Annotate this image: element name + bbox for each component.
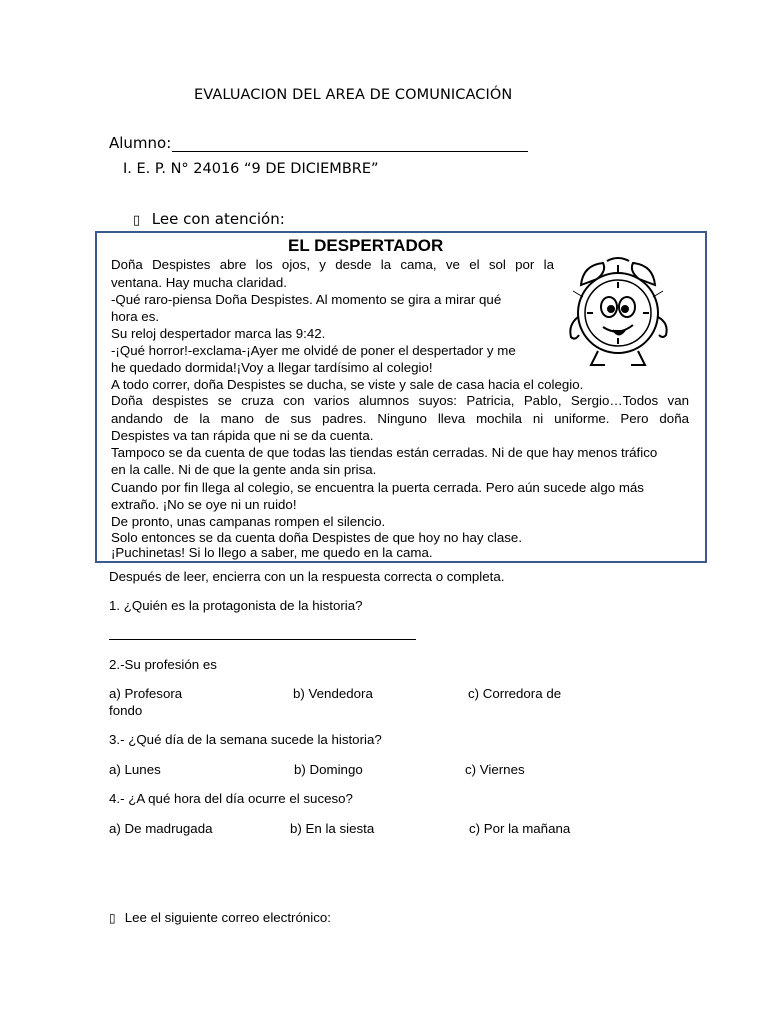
story-line: ventana. Hay mucha claridad. [111,275,287,290]
story-line: he quedado dormida!¡Voy a llegar tardísimo al colegio! [111,360,433,375]
question-3: 3.- ¿Qué día de la semana sucede la historia? [109,732,382,747]
question-2-option-a: a) Profesora [109,686,183,701]
question-2: 2.-Su profesión es [109,657,217,672]
story-line: Cuando por fin llega al colegio, se encuentra la puerta cerrada. Pero aún sucede algo más [111,480,644,495]
question-2-option-c: c) Corredora de [468,686,562,701]
bullet-box-icon: ▯ [133,213,141,228]
question-2-option-b: b) Vendedora [293,686,373,701]
story-line: Doña Despistes abre los ojos, y desde la cama, ve el sol por la [111,257,554,272]
story-line: hora es. [111,309,160,324]
email-instruction-text: Lee el siguiente correo electrónico: [124,910,331,925]
bullet-box-icon: ▯ [109,911,116,925]
question-3-option-a: a) Lunes [109,762,161,777]
question-4-option-b: b) En la siesta [290,821,375,836]
read-instruction-text: Lee con atención: [151,210,285,228]
story-title: EL DESPERTADOR [288,236,444,255]
question-4-option-c: c) Por la mañana [469,821,571,836]
page-title: EVALUACION DEL AREA DE COMUNICACIÓN [194,87,513,103]
questions-intro: Después de leer, encierra con un la respuesta correcta o completa. [109,569,505,584]
story-line: Solo entonces se da cuenta doña Despistes de que hoy no hay clase. [111,530,523,545]
question-4: 4.- ¿A qué hora del día ocurre el suceso? [109,791,353,806]
story-line: en la calle. Ni de que la gente anda sin prisa. [111,462,377,477]
question-3-option-c: c) Viernes [465,762,525,777]
story-line: Despistes va tan rápida que ni se da cuenta. [111,428,374,443]
story-line: Tampoco se da cuenta de que todas las tiendas están cerradas. Ni de que hay menos tráfico [111,445,658,460]
read-instruction [133,210,285,228]
student-name-field [109,134,528,152]
story-line: -Qué raro-piensa Doña Despistes. Al momento se gira a mirar qué [111,292,502,307]
story-line: De pronto, unas campanas rompen el silencio. [111,514,386,529]
question-4-option-a: a) De madrugada [109,821,213,836]
school-name: I. E. P. N° 24016 “9 DE DICIEMBRE” [123,161,379,177]
email-instruction [109,910,331,925]
story-line: extraño. ¡No se oye ni un ruido! [111,497,297,512]
alarm-clock-icon [563,255,673,371]
question-3-option-b: b) Domingo [294,762,363,777]
story-line: Su reloj despertador marca las 9:42. [111,326,326,341]
story-line: Doña despistes se cruza con varios alumnos suyos: Patricia, Pablo, Sergio…Todos van [111,393,689,408]
question-2-option-c-cont: fondo [109,703,143,718]
student-name-line [172,135,528,152]
student-label: Alumno: [109,134,172,152]
story-line: -¡Qué horror!-exclama-¡Ayer me olvidé de poner el despertador y me [111,343,516,358]
story-line: A todo correr, doña Despistes se ducha, se viste y sale de casa hacia el colegio. [111,377,584,392]
answer-line [109,639,416,640]
story-line: andando de la mano de sus padres. Ninguno lleva mochila ni uniforme. Pero doña [111,411,689,426]
story-line: ¡Puchinetas! Si lo llego a saber, me quedo en la cama. [111,545,433,560]
question-1: 1. ¿Quién es la protagonista de la historia? [109,598,363,613]
